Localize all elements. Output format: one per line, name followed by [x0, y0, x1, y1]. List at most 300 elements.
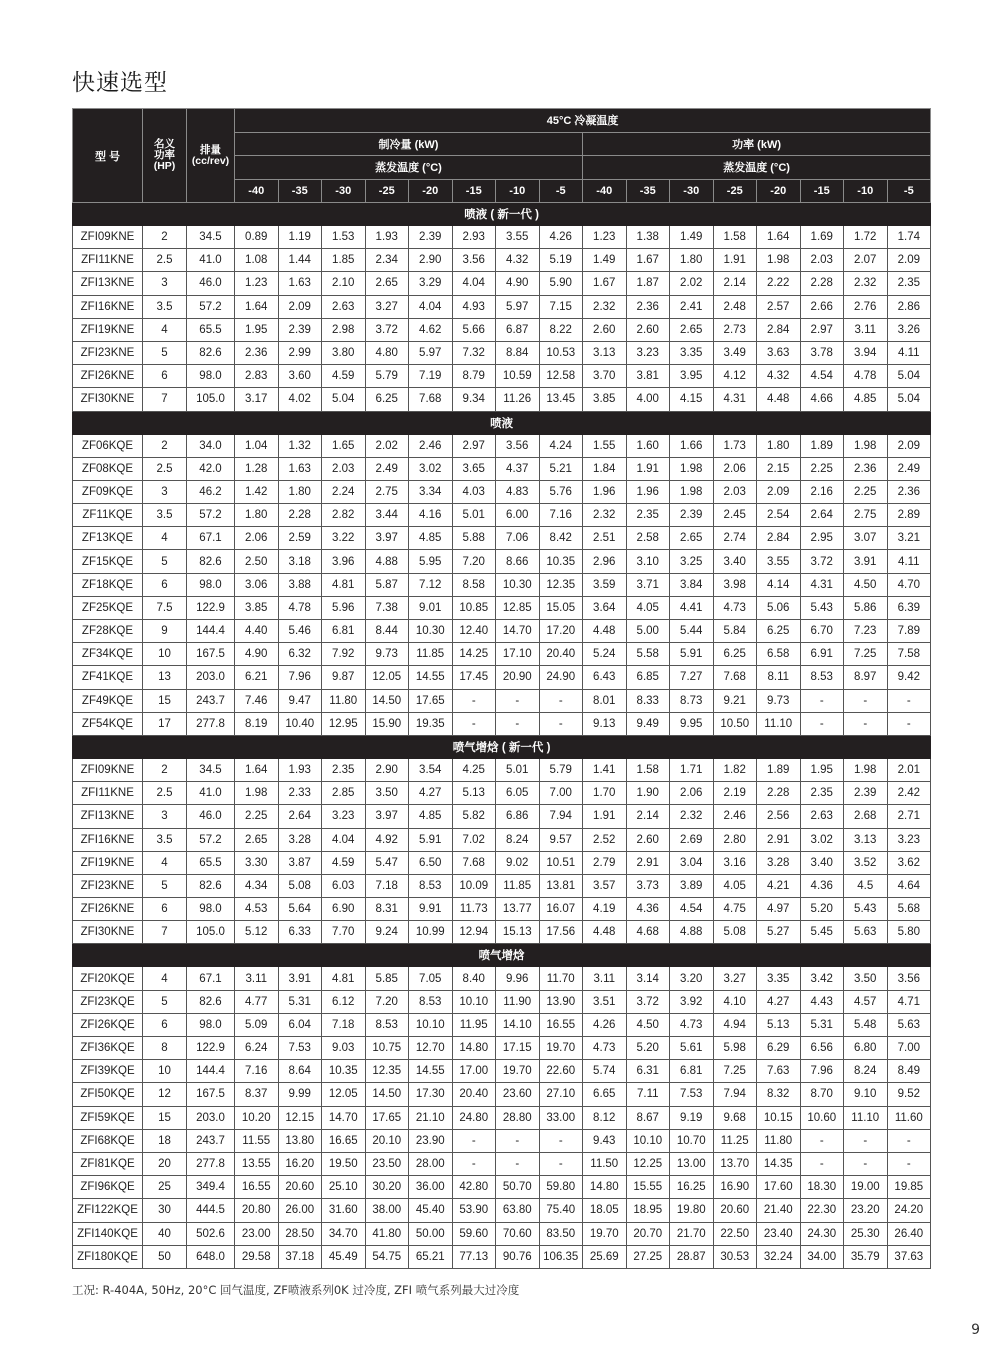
- value-cell: 8.66: [496, 550, 540, 573]
- value-cell: 46.0: [187, 272, 235, 295]
- value-cell: 13.45: [539, 388, 583, 411]
- value-cell: 67.1: [187, 527, 235, 550]
- value-cell: 5: [143, 990, 187, 1013]
- model-cell: ZFI30KNE: [73, 388, 143, 411]
- value-cell: 1.67: [583, 272, 627, 295]
- value-cell: -: [539, 689, 583, 712]
- value-cell: 4.64: [887, 874, 931, 897]
- value-cell: 2.73: [713, 318, 757, 341]
- value-cell: 6.90: [322, 898, 366, 921]
- value-cell: 82.6: [187, 874, 235, 897]
- value-cell: 20.70: [626, 1222, 670, 1245]
- value-cell: 5.61: [670, 1037, 714, 1060]
- value-cell: 3.50: [365, 782, 409, 805]
- value-cell: 2.41: [670, 295, 714, 318]
- value-cell: 1.95: [800, 758, 844, 781]
- value-cell: 9.68: [713, 1106, 757, 1129]
- value-cell: -: [800, 1152, 844, 1175]
- value-cell: 3.30: [235, 851, 279, 874]
- value-cell: 9.96: [496, 967, 540, 990]
- value-cell: 2.89: [887, 504, 931, 527]
- value-cell: -: [496, 1129, 540, 1152]
- value-cell: 6.25: [757, 620, 801, 643]
- value-cell: 3.10: [626, 550, 670, 573]
- value-cell: 20.60: [713, 1199, 757, 1222]
- value-cell: 5.13: [757, 1013, 801, 1036]
- value-cell: 28.80: [496, 1106, 540, 1129]
- value-cell: 6: [143, 898, 187, 921]
- value-cell: 20.90: [496, 666, 540, 689]
- table-row: [73, 527, 931, 550]
- value-cell: 8.53: [365, 1013, 409, 1036]
- value-cell: 19.70: [583, 1222, 627, 1245]
- value-cell: 2.36: [844, 457, 888, 480]
- section-header-row: [73, 411, 931, 434]
- value-cell: 10.30: [496, 573, 540, 596]
- value-cell: 2.06: [670, 782, 714, 805]
- value-cell: 2.06: [235, 527, 279, 550]
- header-power: 功率 (kW): [583, 132, 931, 156]
- model-cell: ZFI96KQE: [73, 1176, 143, 1199]
- value-cell: 3.27: [365, 295, 409, 318]
- value-cell: 34.5: [187, 758, 235, 781]
- value-cell: 7.00: [887, 1037, 931, 1060]
- value-cell: -: [496, 712, 540, 735]
- value-cell: 3.11: [235, 967, 279, 990]
- value-cell: 7.02: [452, 828, 496, 851]
- value-cell: 7.12: [409, 573, 453, 596]
- value-cell: -: [887, 1129, 931, 1152]
- value-cell: 5.09: [235, 1013, 279, 1036]
- value-cell: 243.7: [187, 689, 235, 712]
- value-cell: 13.55: [235, 1152, 279, 1175]
- value-cell: 22.30: [800, 1199, 844, 1222]
- value-cell: 1.80: [670, 249, 714, 272]
- model-cell: ZFI59KQE: [73, 1106, 143, 1129]
- value-cell: 144.4: [187, 620, 235, 643]
- value-cell: 14.55: [409, 1060, 453, 1083]
- value-cell: 6.03: [322, 874, 366, 897]
- value-cell: 2.64: [278, 805, 322, 828]
- value-cell: 1.80: [757, 434, 801, 457]
- value-cell: 277.8: [187, 712, 235, 735]
- value-cell: 1.70: [583, 782, 627, 805]
- value-cell: 5.91: [670, 643, 714, 666]
- value-cell: 6.85: [626, 666, 670, 689]
- page-title: 快速选型: [72, 70, 168, 96]
- value-cell: 26.40: [887, 1222, 931, 1245]
- value-cell: 1.23: [583, 226, 627, 249]
- value-cell: 23.60: [496, 1083, 540, 1106]
- value-cell: 14.80: [452, 1037, 496, 1060]
- value-cell: 7.16: [235, 1060, 279, 1083]
- model-cell: ZF06KQE: [73, 434, 143, 457]
- value-cell: 17.45: [452, 666, 496, 689]
- table-row: [73, 1060, 931, 1083]
- section-header-row: [73, 203, 931, 226]
- value-cell: 28.50: [278, 1222, 322, 1245]
- value-cell: 9.02: [496, 851, 540, 874]
- value-cell: 4.54: [800, 365, 844, 388]
- value-cell: 4.43: [800, 990, 844, 1013]
- value-cell: 28.87: [670, 1245, 714, 1268]
- table-row: [73, 272, 931, 295]
- value-cell: 41.0: [187, 782, 235, 805]
- value-cell: 2.28: [800, 272, 844, 295]
- value-cell: 2.5: [143, 249, 187, 272]
- value-cell: 2.35: [626, 504, 670, 527]
- value-cell: 12.85: [496, 596, 540, 619]
- value-cell: 12.40: [452, 620, 496, 643]
- value-cell: 24.30: [800, 1222, 844, 1245]
- table-row: [73, 295, 931, 318]
- value-cell: 9.13: [583, 712, 627, 735]
- table-row: [73, 596, 931, 619]
- value-cell: 2.01: [887, 758, 931, 781]
- value-cell: 3.55: [496, 226, 540, 249]
- value-cell: 6.32: [278, 643, 322, 666]
- value-cell: 25: [143, 1176, 187, 1199]
- value-cell: 7.68: [452, 851, 496, 874]
- value-cell: 8.12: [583, 1106, 627, 1129]
- value-cell: 18.05: [583, 1199, 627, 1222]
- value-cell: 21.70: [670, 1222, 714, 1245]
- value-cell: 6.91: [800, 643, 844, 666]
- value-cell: 5.74: [583, 1060, 627, 1083]
- value-cell: 4.59: [322, 365, 366, 388]
- value-cell: 15.13: [496, 921, 540, 944]
- value-cell: 4.32: [757, 365, 801, 388]
- value-cell: 16.55: [235, 1176, 279, 1199]
- value-cell: 4.85: [409, 805, 453, 828]
- value-cell: 1.64: [757, 226, 801, 249]
- value-cell: 2.98: [322, 318, 366, 341]
- value-cell: 2.03: [713, 480, 757, 503]
- value-cell: 11.73: [452, 898, 496, 921]
- value-cell: 1.98: [757, 249, 801, 272]
- header-temp-power: -10: [844, 179, 888, 203]
- value-cell: 41.0: [187, 249, 235, 272]
- value-cell: 2.5: [143, 782, 187, 805]
- table-row: [73, 689, 931, 712]
- value-cell: 8.40: [452, 967, 496, 990]
- value-cell: 4.59: [322, 851, 366, 874]
- value-cell: 144.4: [187, 1060, 235, 1083]
- value-cell: 5.43: [844, 898, 888, 921]
- value-cell: 57.2: [187, 828, 235, 851]
- value-cell: 8.11: [757, 666, 801, 689]
- value-cell: 2.10: [322, 272, 366, 295]
- value-cell: 6.43: [583, 666, 627, 689]
- value-cell: 3.89: [670, 874, 714, 897]
- value-cell: 3.81: [626, 365, 670, 388]
- value-cell: 27.25: [626, 1245, 670, 1268]
- value-cell: 23.90: [409, 1129, 453, 1152]
- value-cell: 3.72: [626, 990, 670, 1013]
- value-cell: 9.52: [887, 1083, 931, 1106]
- value-cell: 37.18: [278, 1245, 322, 1268]
- value-cell: 9.19: [670, 1106, 714, 1129]
- value-cell: 98.0: [187, 365, 235, 388]
- value-cell: 54.75: [365, 1245, 409, 1268]
- value-cell: 5.19: [539, 249, 583, 272]
- value-cell: 1.19: [278, 226, 322, 249]
- value-cell: 2.42: [887, 782, 931, 805]
- value-cell: 2.56: [757, 805, 801, 828]
- value-cell: 106.35: [539, 1245, 583, 1268]
- value-cell: 9.99: [278, 1083, 322, 1106]
- value-cell: 9.91: [409, 898, 453, 921]
- value-cell: 9.03: [322, 1037, 366, 1060]
- value-cell: 7.25: [713, 1060, 757, 1083]
- value-cell: 4.05: [626, 596, 670, 619]
- value-cell: 20.10: [365, 1129, 409, 1152]
- value-cell: 3.55: [757, 550, 801, 573]
- value-cell: 17.65: [365, 1106, 409, 1129]
- value-cell: 11.85: [496, 874, 540, 897]
- value-cell: 17.30: [409, 1083, 453, 1106]
- value-cell: 1.44: [278, 249, 322, 272]
- value-cell: 3.62: [887, 851, 931, 874]
- table-row: [73, 1245, 931, 1268]
- header-condensing-temp: 45°C 冷凝温度: [235, 109, 931, 133]
- value-cell: 3.72: [800, 550, 844, 573]
- value-cell: 5.20: [800, 898, 844, 921]
- value-cell: 3.88: [278, 573, 322, 596]
- value-cell: 12.15: [278, 1106, 322, 1129]
- value-cell: 2.25: [235, 805, 279, 828]
- value-cell: 4.90: [496, 272, 540, 295]
- value-cell: 1.72: [844, 226, 888, 249]
- value-cell: 7.05: [409, 967, 453, 990]
- value-cell: -: [800, 712, 844, 735]
- value-cell: 3.51: [583, 990, 627, 1013]
- value-cell: 34.00: [800, 1245, 844, 1268]
- value-cell: 2.32: [583, 295, 627, 318]
- header-temp-power: -15: [800, 179, 844, 203]
- value-cell: 2.35: [887, 272, 931, 295]
- value-cell: 2.09: [887, 249, 931, 272]
- model-cell: ZF54KQE: [73, 712, 143, 735]
- value-cell: 8.24: [844, 1060, 888, 1083]
- value-cell: 3.28: [757, 851, 801, 874]
- table-row: [73, 967, 931, 990]
- value-cell: 23.40: [757, 1222, 801, 1245]
- table-row: [73, 874, 931, 897]
- value-cell: 1.73: [713, 434, 757, 457]
- value-cell: 11.60: [887, 1106, 931, 1129]
- value-cell: 3.27: [713, 967, 757, 990]
- value-cell: 6.81: [322, 620, 366, 643]
- value-cell: 2.02: [365, 434, 409, 457]
- value-cell: 4.04: [409, 295, 453, 318]
- value-cell: 122.9: [187, 1037, 235, 1060]
- value-cell: 2.74: [713, 527, 757, 550]
- model-cell: ZFI09KNE: [73, 226, 143, 249]
- footnote: 工况: R-404A, 50Hz, 20°C 回气温度, ZF喷液系列0K 过冷度, ZFI 喷气系列最大过冷度: [72, 1283, 520, 1297]
- table-row: [73, 666, 931, 689]
- value-cell: 8.44: [365, 620, 409, 643]
- model-cell: ZFI180KQE: [73, 1245, 143, 1268]
- value-cell: 3: [143, 272, 187, 295]
- value-cell: 77.13: [452, 1245, 496, 1268]
- value-cell: 11.80: [322, 689, 366, 712]
- value-cell: -: [800, 689, 844, 712]
- value-cell: 10.59: [496, 365, 540, 388]
- value-cell: 10.10: [409, 1013, 453, 1036]
- header-temp-cooling: -15: [452, 179, 496, 203]
- value-cell: 1.89: [800, 434, 844, 457]
- value-cell: 24.90: [539, 666, 583, 689]
- value-cell: 9.01: [409, 596, 453, 619]
- table-row: [73, 434, 931, 457]
- value-cell: 63.80: [496, 1199, 540, 1222]
- value-cell: 4.68: [626, 921, 670, 944]
- value-cell: 3.25: [670, 550, 714, 573]
- value-cell: 17.20: [539, 620, 583, 643]
- value-cell: 1.55: [583, 434, 627, 457]
- value-cell: 4.54: [670, 898, 714, 921]
- value-cell: 1.74: [887, 226, 931, 249]
- value-cell: 5.64: [278, 898, 322, 921]
- value-cell: 2.79: [583, 851, 627, 874]
- value-cell: 2.60: [626, 828, 670, 851]
- value-cell: 19.00: [844, 1176, 888, 1199]
- value-cell: 1.87: [626, 272, 670, 295]
- value-cell: 5.01: [496, 758, 540, 781]
- value-cell: -: [496, 689, 540, 712]
- value-cell: 5.31: [800, 1013, 844, 1036]
- value-cell: 41.80: [365, 1222, 409, 1245]
- value-cell: 24.80: [452, 1106, 496, 1129]
- header-temp-cooling: -30: [322, 179, 366, 203]
- value-cell: 2.09: [278, 295, 322, 318]
- value-cell: 2.03: [322, 457, 366, 480]
- value-cell: 5.43: [800, 596, 844, 619]
- value-cell: 2.59: [278, 527, 322, 550]
- value-cell: 45.40: [409, 1199, 453, 1222]
- value-cell: 17.60: [757, 1176, 801, 1199]
- value-cell: 16.65: [322, 1129, 366, 1152]
- value-cell: 4.11: [887, 341, 931, 364]
- model-cell: ZFI26KNE: [73, 898, 143, 921]
- value-cell: 7.46: [235, 689, 279, 712]
- value-cell: 9.73: [757, 689, 801, 712]
- value-cell: 10.15: [757, 1106, 801, 1129]
- value-cell: 6.04: [278, 1013, 322, 1036]
- value-cell: 3.56: [496, 434, 540, 457]
- value-cell: 3.13: [844, 828, 888, 851]
- value-cell: 2.69: [670, 828, 714, 851]
- value-cell: 3.5: [143, 295, 187, 318]
- value-cell: 1.58: [626, 758, 670, 781]
- model-cell: ZFI20KQE: [73, 967, 143, 990]
- value-cell: 10.09: [452, 874, 496, 897]
- value-cell: 2.99: [278, 341, 322, 364]
- value-cell: 14.70: [322, 1106, 366, 1129]
- value-cell: 2.46: [713, 805, 757, 828]
- table-row: [73, 1222, 931, 1245]
- value-cell: 5: [143, 550, 187, 573]
- value-cell: 2.09: [887, 434, 931, 457]
- value-cell: 3.65: [452, 457, 496, 480]
- model-cell: ZFI50KQE: [73, 1083, 143, 1106]
- value-cell: 26.00: [278, 1199, 322, 1222]
- value-cell: 7.20: [365, 990, 409, 1013]
- value-cell: 648.0: [187, 1245, 235, 1268]
- value-cell: 1.90: [626, 782, 670, 805]
- value-cell: 28.00: [409, 1152, 453, 1175]
- value-cell: 75.40: [539, 1199, 583, 1222]
- value-cell: 5.84: [713, 620, 757, 643]
- value-cell: 24.20: [887, 1199, 931, 1222]
- model-cell: ZFI16KNE: [73, 295, 143, 318]
- value-cell: 203.0: [187, 1106, 235, 1129]
- value-cell: 9.21: [713, 689, 757, 712]
- table-row: [73, 1106, 931, 1129]
- value-cell: 8.31: [365, 898, 409, 921]
- value-cell: 9.95: [670, 712, 714, 735]
- value-cell: 7.00: [539, 782, 583, 805]
- model-cell: ZFI81KQE: [73, 1152, 143, 1175]
- value-cell: 25.69: [583, 1245, 627, 1268]
- value-cell: 4.90: [235, 643, 279, 666]
- value-cell: 11.50: [583, 1152, 627, 1175]
- value-cell: 3.80: [322, 341, 366, 364]
- value-cell: 45.49: [322, 1245, 366, 1268]
- value-cell: 10.40: [278, 712, 322, 735]
- value-cell: 5.12: [235, 921, 279, 944]
- value-cell: 2.85: [322, 782, 366, 805]
- value-cell: 4: [143, 527, 187, 550]
- value-cell: 4.04: [322, 828, 366, 851]
- value-cell: 5.00: [626, 620, 670, 643]
- header-temp-cooling: -5: [539, 179, 583, 203]
- value-cell: 4.73: [713, 596, 757, 619]
- value-cell: 10.99: [409, 921, 453, 944]
- section-header-row: [73, 735, 931, 758]
- value-cell: -: [800, 1129, 844, 1152]
- value-cell: 5.97: [409, 341, 453, 364]
- value-cell: 2.25: [800, 457, 844, 480]
- table-row: [73, 341, 931, 364]
- value-cell: 7.96: [278, 666, 322, 689]
- value-cell: 2.65: [670, 527, 714, 550]
- value-cell: 2.65: [670, 318, 714, 341]
- value-cell: -: [496, 1152, 540, 1175]
- model-cell: ZF41KQE: [73, 666, 143, 689]
- value-cell: 6.65: [583, 1083, 627, 1106]
- value-cell: 3.11: [583, 967, 627, 990]
- value-cell: -: [844, 1129, 888, 1152]
- value-cell: 17: [143, 712, 187, 735]
- value-cell: 5.79: [365, 365, 409, 388]
- value-cell: 1.93: [365, 226, 409, 249]
- value-cell: 5.91: [409, 828, 453, 851]
- value-cell: 20.60: [278, 1176, 322, 1199]
- value-cell: 1.91: [713, 249, 757, 272]
- value-cell: 3.94: [844, 341, 888, 364]
- value-cell: 2.91: [626, 851, 670, 874]
- value-cell: 8.58: [452, 573, 496, 596]
- table-row: [73, 573, 931, 596]
- value-cell: 105.0: [187, 921, 235, 944]
- value-cell: 5.48: [844, 1013, 888, 1036]
- value-cell: 27.10: [539, 1083, 583, 1106]
- model-cell: ZF34KQE: [73, 643, 143, 666]
- value-cell: 17.56: [539, 921, 583, 944]
- value-cell: 4.50: [844, 573, 888, 596]
